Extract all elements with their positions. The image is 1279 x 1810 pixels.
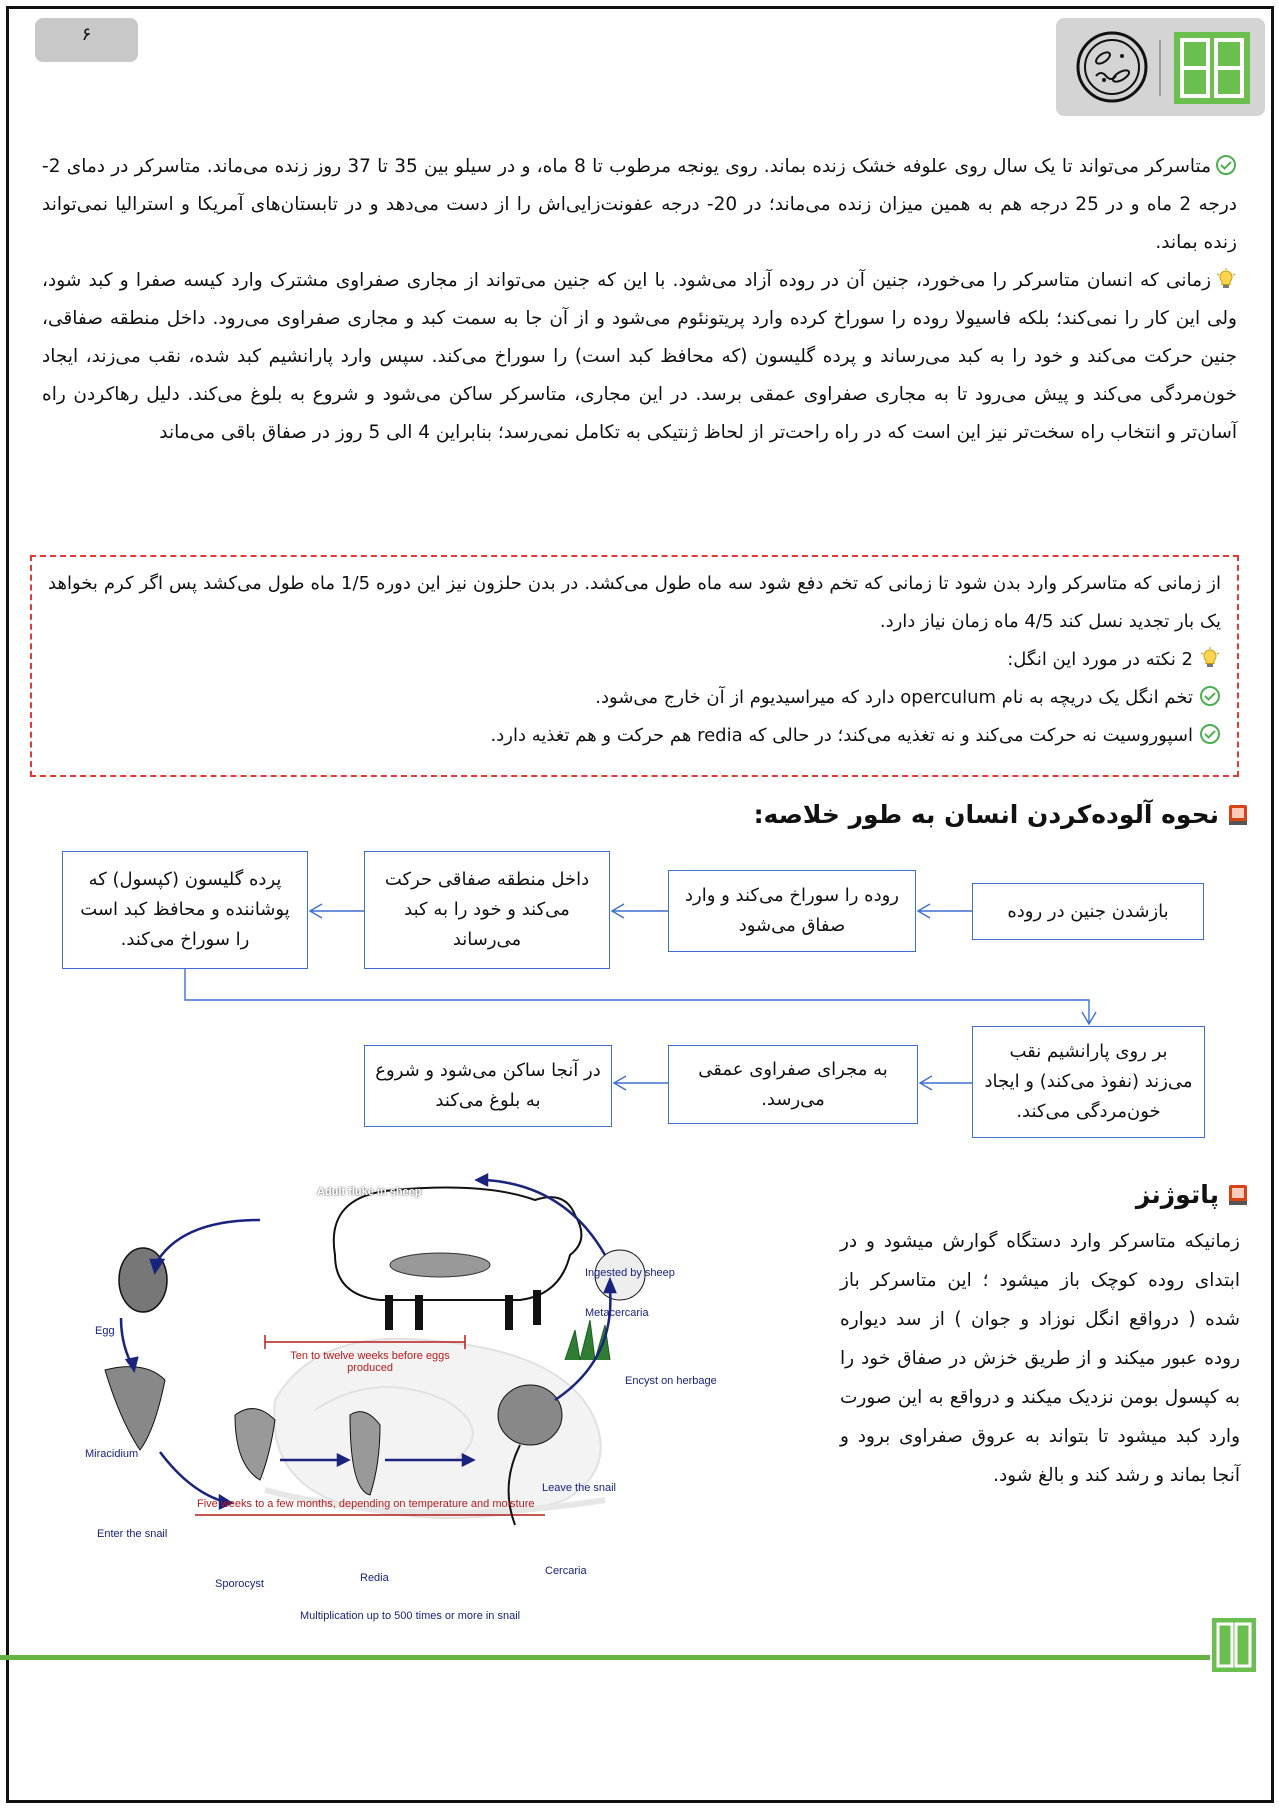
multiplication-label: Multiplication up to 500 times or more in snail <box>300 1610 521 1622</box>
page-number-tab <box>35 18 138 62</box>
egg-label: Egg <box>95 1325 115 1337</box>
sporocyst-illustration <box>235 1409 275 1480</box>
page-number: ۶ <box>81 24 92 45</box>
paragraph-migration-text: زمانی که انسان متاسرکر را می‌خورد، جنین آن در روده آزاد می‌شود. با این که جنین می‌تواند از مجاری صفراوی مشترک وارد کیسه صفرا و کبد شود، ولی این کار را نمی‌کند؛ بلکه فاسیولا روده را سوراخ کرده وارد پریتونئوم می‌شود و از آن جا به سمت کبد و مجاری صفراوی می‌رود. داخل منطقه صفاقی، جنین حرکت می‌کند و خود را به کبد می‌رساند و پرده گلیسون (که محافظ کبد است) را سوراخ می‌کند. سپس وارد پارانشیم کبد شده، نقب می‌زند، ایجاد خون‌مردگی می‌کند و پیش می‌رود تا به مجاری صفراوی عمقی برسد. در این مجاری، متاسرکر ساکن می‌شود و شروع به بلوغ می‌کند. دلیل رهاکردن راه آسان‌تر و انتخاب راه سخت‌تر نیز این است که در راه راحت‌تر از لحاظ ژنتیکی به تکامل نمی‌رسد؛ بنابراین 4 الی 5 روز در صفاق باقی می‌ماند <box>42 270 1237 443</box>
check-circle-icon <box>1199 723 1221 745</box>
tip-point-1 <box>48 679 1221 717</box>
flow-step-1: بازشدن جنین در روده <box>972 883 1204 940</box>
miracidium-illustration <box>105 1367 165 1450</box>
adult-label: Adult fluke in sheep <box>317 1186 422 1198</box>
microbe-icon <box>1078 33 1146 101</box>
flow-step-6: به مجرای صفراوی عمقی می‌رسد. <box>668 1045 918 1124</box>
summary-heading-text: نحوه آلوده‌کردن انسان به طور خلاصه: <box>753 800 1219 829</box>
book-icon <box>1227 1183 1249 1207</box>
pathogenesis-text: زمانیکه متاسرکر وارد دستگاه گوارش میشود و در ابتدای روده کوچک باز میشود ؛ این متاسرکر باز شده ( درواقع انگل نوزاد و جوان ) از سد دیواره روده عبور میکند و از طریق خزش در صفاق خود را به کپسول بومن نزدیک میکند و درواقع به این صورت وارد کبد میشود تا بتواند به عروق صفراوی برود و آنجا بماند و رشد کند و بالغ شود. <box>840 1231 1240 1486</box>
publisher-logo-icon <box>1174 32 1250 104</box>
flow-step-4: پرده گلیسون (کپسول) که پوشاننده و محافظ کبد است را سوراخ می‌کند. <box>62 851 308 969</box>
check-circle-icon <box>1199 685 1221 707</box>
leave-snail-label: Leave the snail <box>542 1482 616 1494</box>
flow-step-7: در آنجا ساکن می‌شود و شروع به بلوغ می‌کند <box>364 1045 612 1127</box>
sheep-illustration <box>334 1188 582 1330</box>
tip-point-2 <box>48 717 1221 755</box>
encyst-label: Encyst on herbage <box>625 1375 717 1387</box>
note-box <box>30 555 1239 777</box>
cercaria-illustration <box>498 1385 562 1445</box>
summary-heading <box>754 800 1249 829</box>
ingested-label: Ingested by sheep <box>585 1267 675 1279</box>
life-cycle-diagram <box>85 1170 840 1625</box>
paragraph-migration <box>42 262 1237 452</box>
five-weeks-label: Five weeks to a few months, depending on temperature and moisture <box>197 1498 535 1510</box>
check-circle-icon <box>1215 154 1237 176</box>
tip-point-2-text: اسپوروسیت نه حرکت می‌کند و نه تغذیه می‌کند؛ در حالی که redia هم حرکت و هم تغذیه دارد. <box>490 725 1193 746</box>
paragraph-survival-text: متاسرکر می‌تواند تا یک سال روی علوفه خشک زنده بماند. روی یونجه مرطوب تا 8 ماه، و در سیلو بین 35 تا 37 روز زنده می‌ماند. متاسرکر در دمای 2- درجه 2 ماه و در 25 درجه هم به همین میزان زنده می‌ماند؛ در 20- درجه عفونت‌زایی‌اش را از دست می‌دهد و در تابستان‌های آمریکا و استرالیا نمی‌تواند زنده بماند. <box>42 156 1237 253</box>
miracidium-label: Miracidium <box>85 1448 139 1460</box>
note-box-text: از زمانی که متاسرکر وارد بدن شود تا زمانی که تخم دفع شود سه ماه طول می‌کشد. در بدن حلزون نیز این دوره 1/5 ماه طول می‌کشد پس اگر کرم بخواهد یک بار تجدید نسل کند 4/5 ماه زمان نیاز دارد. <box>48 573 1221 632</box>
lightbulb-icon <box>1215 268 1237 290</box>
lightbulb-icon <box>1199 647 1221 669</box>
footer-logo-icon <box>1208 1610 1260 1680</box>
pathogenesis-heading <box>1136 1180 1249 1209</box>
tip-title: 2 نکته در مورد این انگل: <box>1007 649 1193 670</box>
paragraph-survival <box>42 148 1237 262</box>
weeks-label: Ten to twelve weeks before eggs produced <box>290 1350 450 1374</box>
enter-snail-label: Enter the snail <box>97 1528 168 1540</box>
tip-point-1-text: تخم انگل یک دریچه به نام operculum دارد که میراسیدیوم از آن خارج می‌شود. <box>595 687 1193 708</box>
pathogenesis-heading-text: پاتوژنز <box>1135 1180 1219 1209</box>
header-logos <box>1056 18 1265 116</box>
flow-step-2: روده را سوراخ می‌کند و وارد صفاق می‌شود <box>668 870 916 952</box>
tip-title-row <box>48 641 1221 679</box>
flow-step-5: بر روی پارانشیم نقب می‌زند (نفوذ می‌کند) و ایجاد خون‌مردگی می‌کند. <box>972 1026 1205 1138</box>
footer-line <box>0 1655 1210 1660</box>
sporocyst-label: Sporocyst <box>215 1578 264 1590</box>
book-icon <box>1227 803 1249 827</box>
cercaria-label: Cercaria <box>545 1565 587 1577</box>
flow-step-3: داخل منطقه صفاقی حرکت می‌کند و خود را به کبد می‌رساند <box>364 851 610 969</box>
metacercaria-label: Metacercaria <box>585 1307 649 1319</box>
redia-label: Redia <box>360 1572 389 1584</box>
